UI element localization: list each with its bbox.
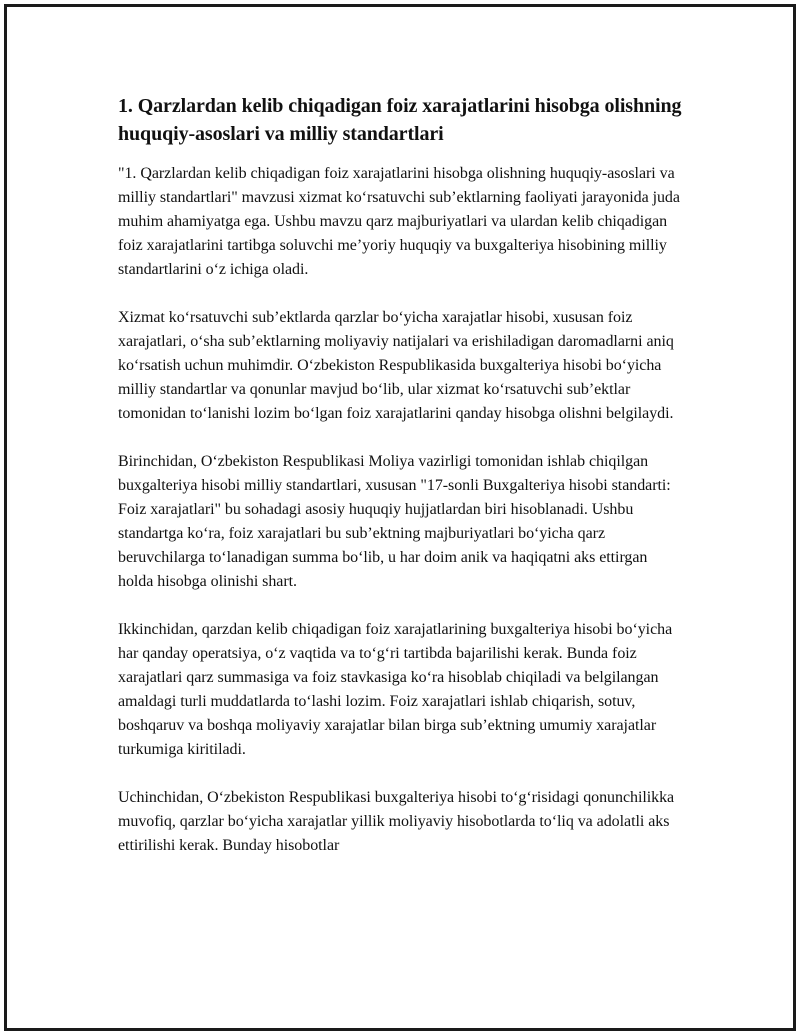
paragraph-intro: "1. Qarzlardan kelib chiqadigan foiz xarajatlarini hisobga olishning huquqiy-asoslari va milliy standartlari" mavzusi xizmat ko‘rsatuvchi sub’ektlarning faoliyati jarayonida juda muhim ahamiyatga ega. Ushbu mavzu qarz majburiyatlari va ulardan kelib chiqadigan foiz xarajatlarini tartibga soluvchi me’yoriy huquqiy va buxgalteriya hisobining milliy standartlarini o‘z ichiga oladi. bbox=[118, 165, 680, 278]
paragraph-accounting: Xizmat ko‘rsatuvchi sub’ektlarda qarzlar bo‘yicha xarajatlar hisobi, xususan foiz xarajatlari, o‘sha sub’ektlarning moliyaviy natijalari va erishiladigan daromadlarni aniq ko‘rsatish uchun muhimdir. O‘zbekiston Respublikasida buxgalteriya hisobi bo‘yicha milliy standartlar va qonunlar mavjud bo‘lib, ular xizmat ko‘rsatuvchi sub’ektlar tomonidan to‘lanishi lozim bo‘lgan foiz xarajatlarini qanday hisobga olishni belgilaydi. bbox=[118, 309, 674, 422]
document-body bbox=[118, 92, 686, 882]
document-title: 1. Qarzlardan kelib chiqadigan foiz xarajatlarini hisobga olishning huquqiy-asoslari va milliy standartlari bbox=[118, 95, 682, 145]
paragraph-third: Uchinchidan, O‘zbekiston Respublikasi buxgalteriya hisobi to‘g‘risidagi qonunchilikka muvofiq, qarzlar bo‘yicha xarajatlar yillik moliyaviy hisobotlarda to‘liq va adolatli aks ettirilishi kerak. Bunday hisobotlar bbox=[118, 789, 675, 854]
paragraph-first: Birinchidan, O‘zbekiston Respublikasi Moliya vazirligi tomonidan ishlab chiqilgan buxgalteriya hisobi milliy standartlari, xususan "17-sonli Buxgalteriya hisobi standarti: Foiz xarajatlari" bu sohadagi asosiy huquqiy hujjatlardan biri hisoblanadi. Ushbu standartga ko‘ra, foiz xarajatlari bu sub’ektning majburiyatlari bo‘yicha qarz beruvchilarga to‘lanadigan summa bo‘lib, u har doim anik va haqiqatni aks ettirgan holda hisobga olinishi shart. bbox=[118, 453, 671, 590]
paragraph-second: Ikkinchidan, qarzdan kelib chiqadigan foiz xarajatlarining buxgalteriya hisobi bo‘yicha har qanday operatsiya, o‘z vaqtida va to‘g‘ri tartibda bajarilishi kerak. Bunda foiz xarajatlari qarz summasiga va foiz stavkasiga ko‘ra hisoblab chiqiladi va belgilangan amaldagi turli muddatlarda to‘lashi lozim. Foiz xarajatlari ishlab chiqarish, sotuv, boshqaruv va boshqa moliyaviy xarajatlar bilan birga sub’ektning umumiy xarajatlar turkumiga kiritiladi. bbox=[118, 621, 673, 758]
